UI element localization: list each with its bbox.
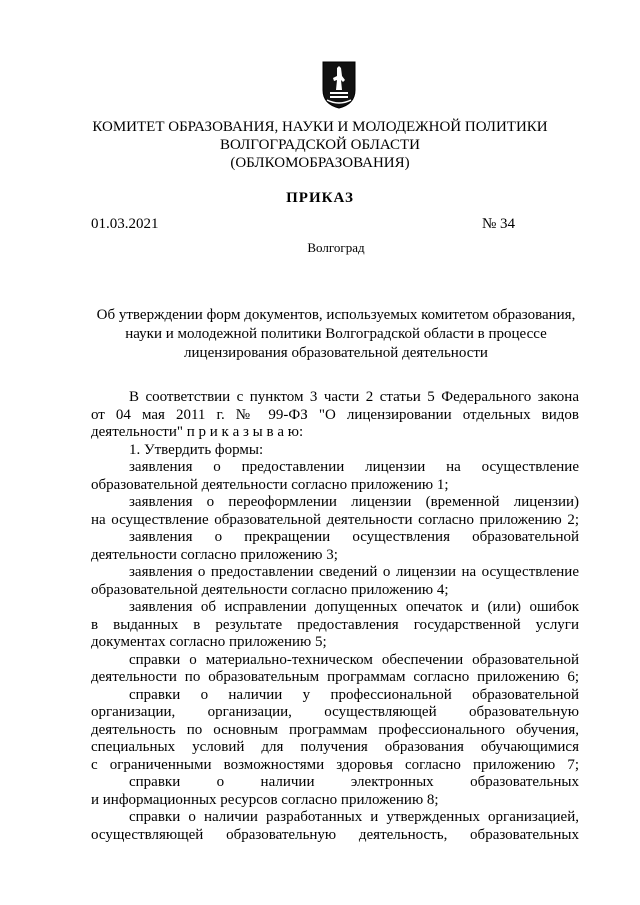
body-line: В соответствии с пунктом 3 части 2 статьи 5 Федерального закона <box>129 389 579 405</box>
body-line: специальных условий для получения образования обучающимися <box>91 739 579 755</box>
order-body <box>91 389 579 844</box>
body-line: деятельность по основным программам профессионального обучения, <box>91 721 579 738</box>
city-name: Волгоград <box>307 240 365 255</box>
body-line: деятельности по образовательным программам согласно приложению 6; <box>91 669 579 685</box>
body-line: заявления о переоформлении лицензии (временной лицензии) <box>129 494 579 510</box>
body-line: и информационных ресурсов согласно приложению 8; <box>91 791 439 808</box>
body-line: деятельности" п р и к а з ы в а ю: <box>91 424 304 440</box>
body-line: заявления о прекращении осуществления образовательной <box>129 529 579 545</box>
body-line: в выданных в результате предоставления государственной услуги <box>91 616 579 633</box>
body-line: с ограниченными возможностями здоровья согласно приложению 7; <box>91 756 579 773</box>
subject-line-2: науки и молодежной политики Волгоградской области в процессе <box>125 326 547 342</box>
body-line: на осуществление образовательной деятельности согласно приложению 2; <box>91 511 579 528</box>
body-line: деятельности согласно приложению 3; <box>91 546 338 563</box>
subject-line-1: Об утверждении форм документов, используемых комитетом образования, <box>96 307 576 323</box>
body-line: заявления о предоставлении лицензии на осуществление <box>129 459 579 475</box>
body-line: осуществляющей образовательную деятельность, образовательных <box>91 826 579 843</box>
body-line: заявления о предоставлении сведений о лицензии на осуществление <box>129 564 579 580</box>
coat-of-arms-icon <box>321 60 357 110</box>
body-line: образовательной деятельности согласно приложению 4; <box>91 581 449 598</box>
body-line: справки о наличии у профессиональной образовательной <box>129 686 579 703</box>
body-line: образовательной деятельности согласно приложению 1; <box>91 476 449 493</box>
org-name-line-1: КОМИТЕТ ОБРАЗОВАНИЯ, НАУКИ И МОЛОДЕЖНОЙ ПОЛИТИКИ <box>92 119 548 135</box>
body-line: организации, организации, осуществляющей образовательную <box>91 704 579 720</box>
body-line: справки о наличии электронных образовательных <box>129 774 579 790</box>
body-line: справки о наличии разработанных и утвержденных организацией, <box>129 809 579 825</box>
document-type-title: ПРИКАЗ <box>286 190 354 206</box>
body-line: документах согласно приложению 5; <box>91 634 327 650</box>
body-line: от 04 мая 2011 г. № 99-ФЗ "О лицензировании отдельных видов <box>91 406 579 423</box>
body-line: заявления об исправлении допущенных опечаток и (или) ошибок <box>129 599 579 615</box>
subject-line-3: лицензирования образовательной деятельности <box>184 345 488 361</box>
body-line: 1. Утвердить формы: <box>129 441 264 458</box>
body-line: справки о материально-техническом обеспечении образовательной <box>129 651 579 668</box>
org-name-abbreviation: (ОБЛКОМОБРАЗОВАНИЯ) <box>230 155 410 171</box>
order-date: 01.03.2021 <box>91 216 159 232</box>
org-name-line-2: ВОЛГОГРАДСКОЙ ОБЛАСТИ <box>220 137 420 153</box>
order-number: № 34 <box>482 216 516 232</box>
